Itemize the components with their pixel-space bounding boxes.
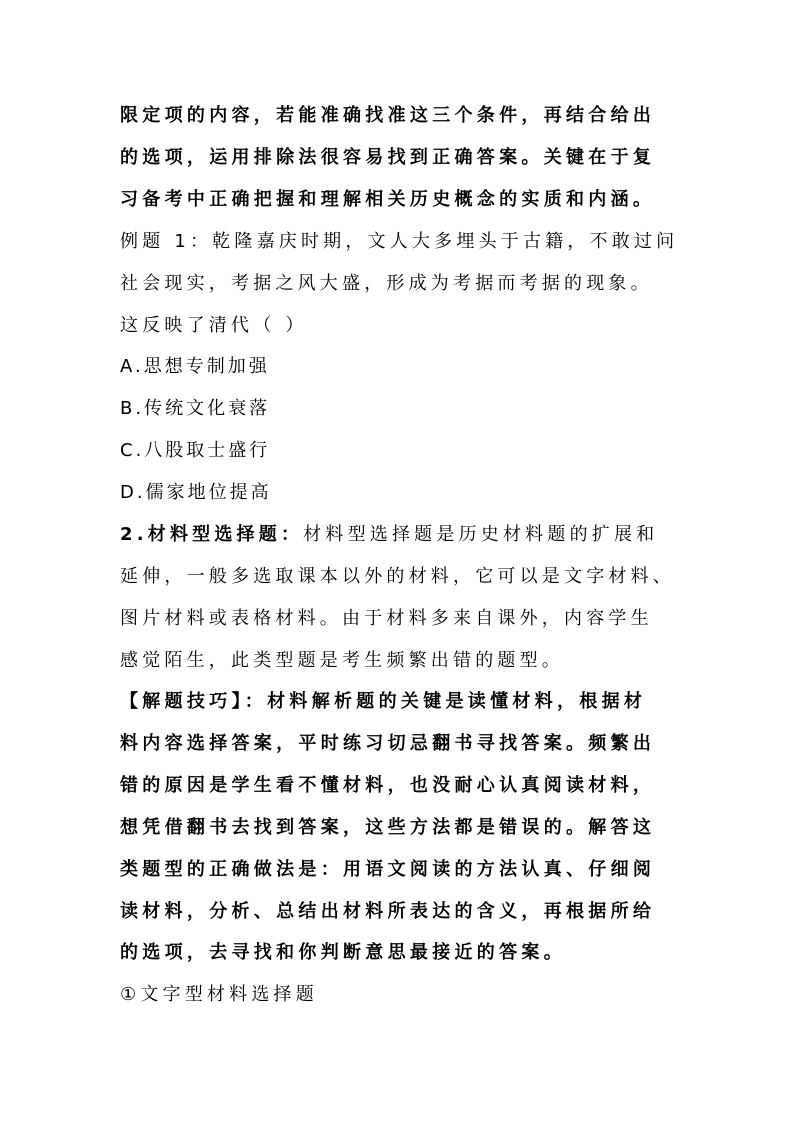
intro-line-2: 的选项，运用排除法很容易找到正确答案。关键在于复	[120, 147, 656, 168]
tips-line-7: 的选项，去寻找和你判断意思最接近的答案。	[120, 942, 566, 963]
section2-line-1	[120, 523, 680, 547]
intro-line-3: 习备考中正确把握和理解相关历史概念的实质和内涵。	[120, 189, 656, 210]
option-c: C.八股取士盛行	[120, 440, 271, 461]
intro-line-1: 限定项的内容，若能准确找准这三个条件，再结合给出	[120, 105, 656, 126]
option-d: D.儒家地位提高	[120, 482, 272, 503]
option-b: B.传统文化衰落	[120, 398, 271, 419]
section2-line-4: 感觉陌生，此类型题是考生频繁出错的题型。	[120, 650, 564, 671]
tips-line-2: 料内容选择答案，平时练习切忌翻书寻找答案。频繁出	[120, 733, 656, 754]
subheading-text-material: ①文字型材料选择题	[120, 984, 318, 1005]
section2-label: 2.材料型选择题：	[120, 524, 304, 545]
tips-line-5: 类题型的正确做法是：用语文阅读的方法认真、仔细阅	[120, 859, 656, 880]
option-a: A.思想专制加强	[120, 356, 270, 377]
tips-line-4: 想凭借翻书去找到答案，这些方法都是错误的。解答这	[120, 817, 656, 838]
tips-line-6: 读材料，分析、总结出材料所表达的含义，再根据所给	[120, 901, 656, 922]
section2-line-3: 图片材料或表格材料。由于材料多来自课外，内容学生	[120, 608, 653, 629]
tips-line-3: 错的原因是学生看不懂材料，也没耐心认真阅读材料，	[120, 775, 656, 796]
section2-first-line-rest: 材料型选择题是历史材料题的扩展和	[303, 524, 659, 545]
example-line-2: 社会现实，考据之风大盛，形成为考据而考据的现象。	[120, 273, 653, 294]
section2-line-2: 延伸，一般多选取课本以外的材料，它可以是文字材料、	[120, 566, 675, 587]
example-line-3: 这反映了清代（ ）	[120, 315, 308, 336]
example-line-1: 例题 1：乾隆嘉庆时期，文人大多埋头于古籍，不敢过问	[120, 231, 679, 252]
tips-line-1: 【解题技巧】：材料解析题的关键是读懂材料，根据材	[120, 691, 647, 712]
